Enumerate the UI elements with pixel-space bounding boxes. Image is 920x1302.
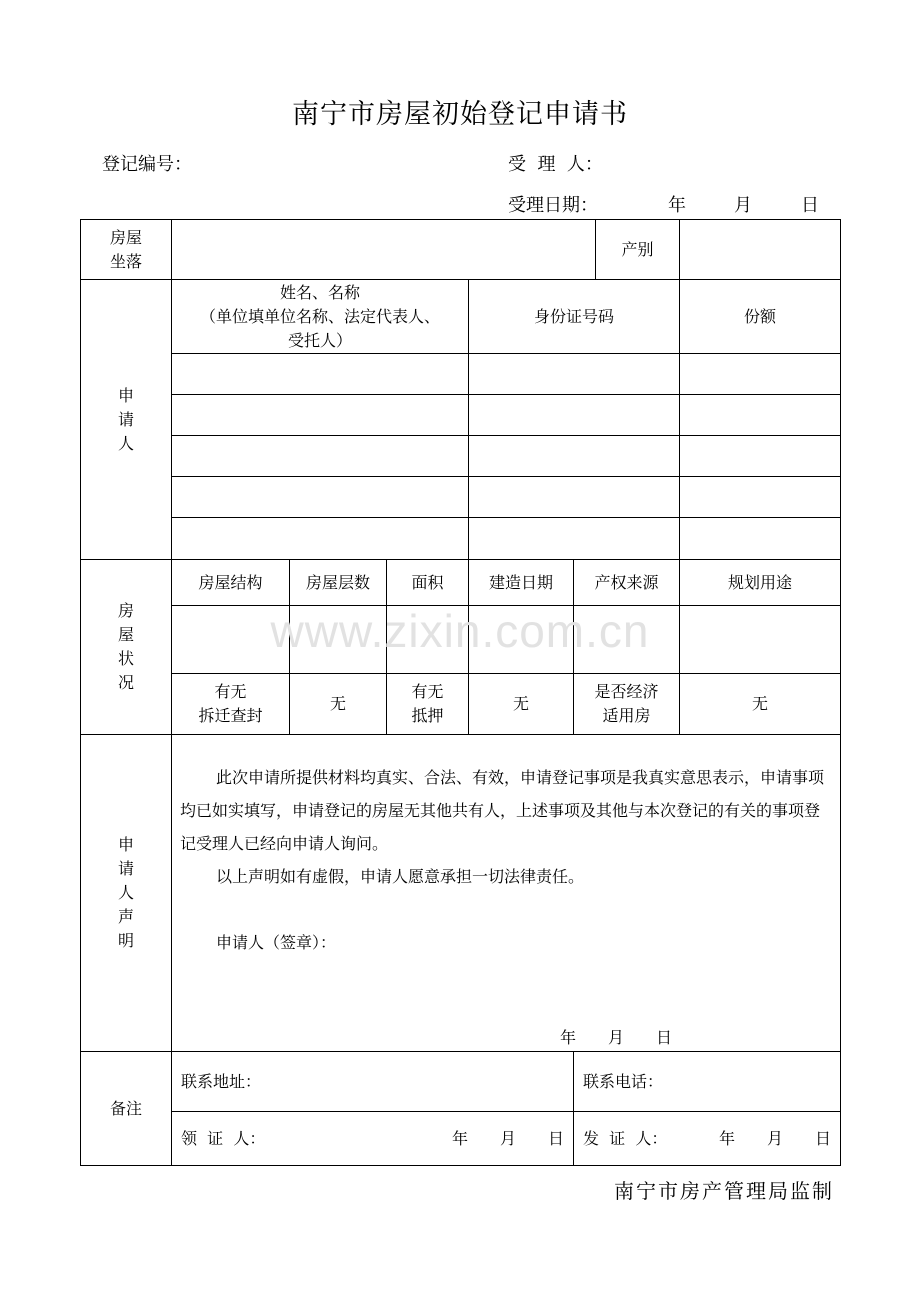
affordable-label-line1: 是否经济 [594,682,659,701]
house-planned-use-header: 规划用途 [680,560,841,606]
demolition-label-line2: 拆迁查封 [198,706,263,725]
applicant-header-row [81,280,841,354]
receiver-label: 受 理 人： [508,154,603,175]
acceptance-month-label: 月 [734,195,752,216]
applicant-name-cell[interactable] [172,354,469,395]
applicant-id-cell[interactable] [469,436,680,477]
applicant-row [81,477,841,518]
applicant-name-cell[interactable] [172,436,469,477]
house-status-row [81,674,841,735]
acceptance-day-label: 日 [801,195,819,216]
issuer-cell[interactable] [574,1112,841,1166]
applicant-name-cell[interactable] [172,395,469,436]
location-label-cell [81,220,172,280]
declaration-row [81,735,841,1052]
demolition-label [172,674,290,735]
property-category-input-cell[interactable] [680,220,841,280]
house-label-char: 屋 [117,625,134,644]
declaration-label-char: 明 [117,931,134,950]
location-label-line2: 坐落 [109,251,142,271]
applicant-share-cell[interactable] [680,477,841,518]
location-label-line1: 房屋 [109,227,142,247]
mortgage-label-line1: 有无 [411,682,444,701]
remarks-contact-row [81,1052,841,1112]
mortgage-label-line2: 抵押 [411,706,444,725]
applicant-row [81,354,841,395]
declaration-label-char: 声 [117,907,134,926]
applicant-row [81,518,841,560]
applicant-id-cell[interactable] [469,354,680,395]
applicant-share-cell[interactable] [680,354,841,395]
acceptance-date-label: 受理日期： [508,195,598,216]
declaration-label-char: 人 [117,883,134,902]
applicant-id-cell[interactable] [469,477,680,518]
applicant-id-cell[interactable] [469,395,680,436]
location-row [81,220,841,280]
declaration-paragraph-1: 此次申请所提供材料均真实、合法、有效，申请登记事项是我真实意思表示，申请事项均已如实填写，申请登记的房屋无其他共有人，上述事项及其他与本次登记的有关的事项登记受理人已经向申请人询问。 [180,768,825,853]
house-label-char: 房 [117,601,134,620]
applicant-label-char: 请 [117,409,134,429]
recipient-cell[interactable] [172,1112,574,1166]
acceptance-year-label: 年 [668,195,686,216]
declaration-paragraph-2: 以上声明如有虚假，申请人愿意承担一切法律责任。 [216,867,585,886]
issuer-date: 年 月 日 [719,1128,832,1148]
house-label-char: 况 [117,673,134,692]
location-input-cell[interactable] [172,220,596,280]
declaration-section-label [81,735,172,1052]
registration-number-label: 登记编号： [102,154,192,175]
applicant-row [81,395,841,436]
house-label-char: 状 [117,649,134,668]
applicant-share-cell[interactable] [680,395,841,436]
house-header-row [81,560,841,606]
applicant-name-header-line2: （单位填单位名称、法定代表人、 [199,306,440,326]
affordable-housing-value: 无 [680,674,841,735]
applicant-row [81,436,841,477]
applicant-name-header-line3: 受托人） [287,330,352,350]
applicant-share-cell[interactable] [680,518,841,560]
declaration-label-char: 申 [117,835,134,854]
applicant-name-cell[interactable] [172,518,469,560]
applicant-name-cell[interactable] [172,477,469,518]
remarks-section-label: 备注 [81,1052,172,1166]
application-form-table [80,219,841,1166]
applicant-label-char: 人 [117,433,134,453]
signature-label: 申请人（签章）： [216,933,337,952]
property-category-label: 产别 [596,220,680,280]
recipient-label: 领 证 人： [181,1128,266,1148]
applicant-id-cell[interactable] [469,518,680,560]
mortgage-value: 无 [469,674,574,735]
recipient-date: 年 月 日 [451,1128,564,1148]
applicant-share-header: 份额 [680,280,841,354]
house-build-date-header: 建造日期 [469,560,574,606]
affordable-label-line2: 适用房 [602,706,651,725]
declaration-text-cell [172,735,841,1052]
issuer-label: 发 证 人： [583,1128,668,1148]
contact-phone-cell[interactable]: 联系电话： [574,1052,841,1112]
house-structure-header: 房屋结构 [172,560,290,606]
house-area-header: 面积 [387,560,469,606]
house-floors-header: 房屋层数 [290,560,387,606]
remarks-certificate-row [81,1112,841,1166]
house-property-source-header: 产权来源 [574,560,680,606]
applicant-section-label [81,280,172,560]
applicant-id-header: 身份证号码 [469,280,680,354]
affordable-housing-label [574,674,680,735]
mortgage-label [387,674,469,735]
applicant-name-header-line1: 姓名、名称 [279,282,360,302]
applicant-share-cell[interactable] [680,436,841,477]
declaration-label-char: 请 [117,859,134,878]
watermark: www.zixin.com.cn [270,605,650,657]
demolition-value: 无 [290,674,387,735]
contact-address-cell[interactable]: 联系地址： [172,1052,574,1112]
applicant-label-char: 申 [117,385,134,405]
demolition-label-line1: 有无 [214,682,247,701]
applicant-name-header [172,280,469,354]
declaration-date: 年 月 日 [560,1028,673,1047]
page-title: 南宁市房屋初始登记申请书 [292,99,628,130]
issuing-authority-footer: 南宁市房产管理局监制 [614,1179,834,1203]
